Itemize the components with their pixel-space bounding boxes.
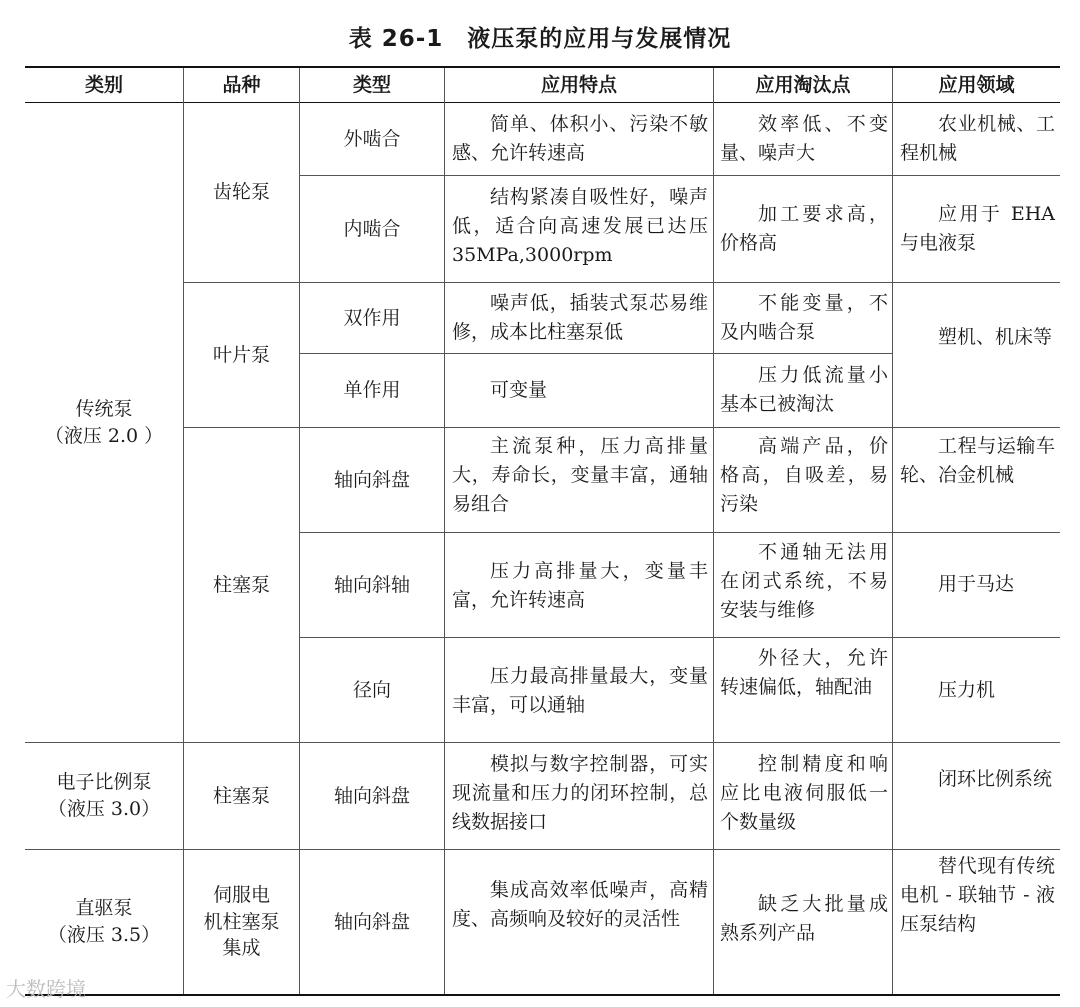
variety-servo: 伺服电 机柱塞泵 集成 bbox=[203, 884, 280, 960]
header-drawbacks: 应用淘汰点 bbox=[755, 74, 851, 96]
variety-gear: 齿轮泵 bbox=[212, 181, 270, 204]
field-direct: 替代现有传统电机 - 联轴节 - 液压泵结构 bbox=[900, 855, 1055, 935]
variety-vane: 叶片泵 bbox=[212, 343, 270, 366]
feature-electronic: 模拟与数字控制器，可实现流量和压力的闭环控制，总线数据接口 bbox=[452, 753, 708, 833]
feature-internal: 结构紧凑自吸性好，噪声低，适合向高速发展已达压35MPa,3000rpm bbox=[452, 186, 708, 266]
variety-piston: 柱塞泵 bbox=[212, 573, 270, 596]
type-axial-swash-electronic: 轴向斜盘 bbox=[333, 784, 410, 807]
drawback-internal: 加工要求高，价格高 bbox=[720, 203, 888, 254]
field-electronic: 闭环比例系统 bbox=[938, 768, 1053, 790]
drawback-single: 压力低流量小基本已被淘汰 bbox=[720, 364, 888, 415]
feature-axial-bent: 压力高排量大，变量丰富，允许转速高 bbox=[452, 560, 708, 611]
header-variety: 品种 bbox=[222, 74, 261, 96]
feature-axial-swash: 主流泵种，压力高排量大，寿命长，变量丰富，通轴易组合 bbox=[452, 435, 708, 515]
feature-single: 可变量 bbox=[490, 379, 548, 401]
variety-piston-electronic: 柱塞泵 bbox=[212, 784, 270, 807]
category-electronic: 电子比例泵 （液压 3.0） bbox=[47, 771, 161, 820]
header-category: 类别 bbox=[84, 74, 123, 96]
field-gear-external: 农业机械、工程机械 bbox=[900, 113, 1055, 164]
watermark: 大数跨境 bbox=[6, 977, 86, 1001]
header-features: 应用特点 bbox=[540, 74, 617, 96]
category-direct: 直驱泵 （液压 3.5） bbox=[47, 897, 161, 946]
type-internal: 内啮合 bbox=[343, 217, 401, 240]
type-axial-swash-direct: 轴向斜盘 bbox=[333, 910, 410, 933]
type-radial: 径向 bbox=[352, 678, 391, 701]
field-vane: 塑机、机床等 bbox=[938, 326, 1053, 348]
type-single: 单作用 bbox=[343, 379, 401, 402]
field-axial-bent: 用于马达 bbox=[938, 573, 1015, 595]
header-type: 类型 bbox=[352, 74, 391, 96]
drawback-axial-bent: 不通轴无法用在闭式系统，不易安装与维修 bbox=[720, 541, 888, 621]
field-gear-internal: 应用于 EHA 与电液泵 bbox=[900, 203, 1055, 254]
header-fields: 应用领域 bbox=[938, 74, 1015, 96]
feature-direct: 集成高效率低噪声，高精度、高频响及较好的灵活性 bbox=[452, 879, 708, 930]
grid-vline bbox=[444, 68, 445, 994]
grid-hline bbox=[893, 282, 1060, 283]
drawback-direct: 缺乏大批量成熟系列产品 bbox=[720, 893, 888, 944]
type-axial-swash: 轴向斜盘 bbox=[333, 468, 410, 491]
type-axial-bent: 轴向斜轴 bbox=[333, 573, 410, 596]
grid-vline bbox=[892, 68, 893, 994]
drawback-electronic: 控制精度和响应比电液伺服低一个数量级 bbox=[720, 753, 888, 833]
type-external: 外啮合 bbox=[343, 127, 401, 150]
drawback-axial-swash: 高端产品，价格高，自吸差，易污染 bbox=[720, 435, 888, 515]
feature-double: 噪声低，插装式泵芯易维修，成本比柱塞泵低 bbox=[452, 292, 708, 343]
drawback-external: 效率低、不变量、噪声大 bbox=[720, 113, 888, 164]
field-axial-swash: 工程与运输车轮、冶金机械 bbox=[900, 435, 1055, 486]
category-traditional: 传统泵 （液压 2.0 ） bbox=[44, 397, 164, 447]
table-title: 表 26-1 液压泵的应用与发展情况 bbox=[348, 26, 732, 52]
bottom-rule bbox=[25, 994, 1060, 996]
field-radial: 压力机 bbox=[938, 679, 996, 701]
grid-vline bbox=[713, 68, 714, 994]
drawback-double: 不能变量，不及内啮合泵 bbox=[720, 292, 888, 343]
drawback-radial: 外径大，允许转速偏低，轴配油 bbox=[720, 647, 888, 698]
feature-radial: 压力最高排量最大，变量丰富，可以通轴 bbox=[452, 665, 708, 716]
type-double: 双作用 bbox=[343, 306, 401, 329]
feature-external: 简单、体积小、污染不敏感、允许转速高 bbox=[452, 113, 708, 164]
